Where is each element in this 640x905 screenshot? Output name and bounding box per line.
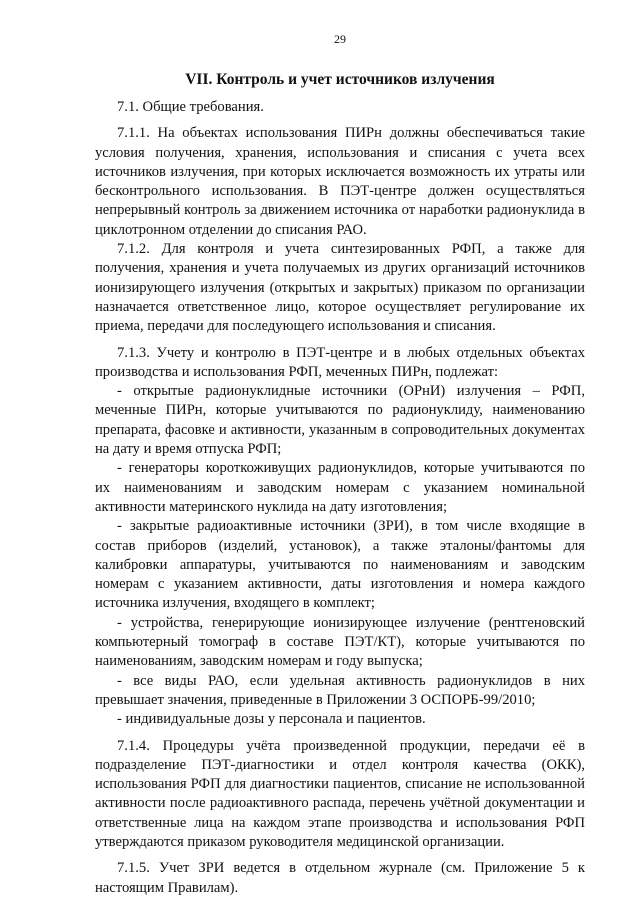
paragraph: 7.1.3. Учету и контролю в ПЭТ-центре и в любых отдельных объектах производства и использования РФП, меченных ПИРн, подлежат: — [95, 344, 585, 380]
paragraph: - устройства, генерирующие ионизирующее излучение (рентгеновский компьютерный томограф в составе ПЭТ/КТ), которые учитываются по наименованиям, заводским номерам и году выпуска; — [95, 614, 585, 670]
paragraph: 7.1.1. На объектах использования ПИРн должны обеспечиваться такие условия получения, хранения, использования и списания с учета всех источников излучения, при которых исключается возможность их утраты или бесконтрольного использования. В ПЭТ-центре должен осуществляться непрерывный контроль за движением источника от наработки радионуклида в циклотронном отделении до списания РАО. — [95, 125, 585, 238]
paragraph: - закрытые радиоактивные источники (ЗРИ), в том числе входящие в состав приборов (изделий, установок), а также эталоны/фантомы для калибровки аппаратуры, учитываются по наименованиям и заводским номерам с указанием активности, даты изготовления и номера каждого источника излучения, входящего в комплект; — [95, 518, 585, 612]
paragraph: - открытые радионуклидные источники (ОРнИ) излучения – РФП, меченные ПИРн, которые учитываются по радионуклиду, наименованию препарата, фасовке и активности, указанным в сопроводительных документах на дату и время отпуска РФП; — [95, 383, 585, 458]
paragraph: 7.1.5. Учет ЗРИ ведется в отдельном журнале (см. Приложение 5 к настоящим Правилам). — [95, 860, 585, 896]
paragraph: - генераторы короткоживущих радионуклидов, которые учитываются по их наименованиям и заводским номерам с указанием номинальной активности материнского нуклида на дату изготовления; — [95, 460, 585, 515]
paragraph: 7.1. Общие требования. — [117, 99, 264, 115]
paragraph: - все виды РАО, если удельная активность радионуклидов в них превышает значения, приведенные в Приложении 3 ОСПОРБ-99/2010; — [95, 672, 585, 708]
document-body — [95, 98, 585, 898]
paragraph: 7.1.2. Для контроля и учета синтезированных РФП, а также для получения, хранения и учета получаемых из других организаций источников ионизирующего излучения (открытых и закрытых) приказом по организации назначается ответственное лицо, которое осуществляет регулирование их приема, передачи для последующего использования и списания. — [95, 241, 585, 335]
paragraph: - индивидуальные дозы у персонала и пациентов. — [117, 711, 426, 728]
paragraph: 7.1.4. Процедуры учёта произведенной продукции, передачи её в подразделение ПЭТ-диагностики и отдел контроля качества (ОКК), использования РФП для диагностики пациентов, списание не использованной активности после радиоактивного распада, перечень учётной документации и ответственные лица на каждом этапе производства и использования РФП утверждаются приказом руководителя медицинской организации. — [95, 737, 585, 850]
page-number: 29 — [334, 32, 346, 46]
section-title: VII. Контроль и учет источников излучения — [185, 71, 495, 88]
